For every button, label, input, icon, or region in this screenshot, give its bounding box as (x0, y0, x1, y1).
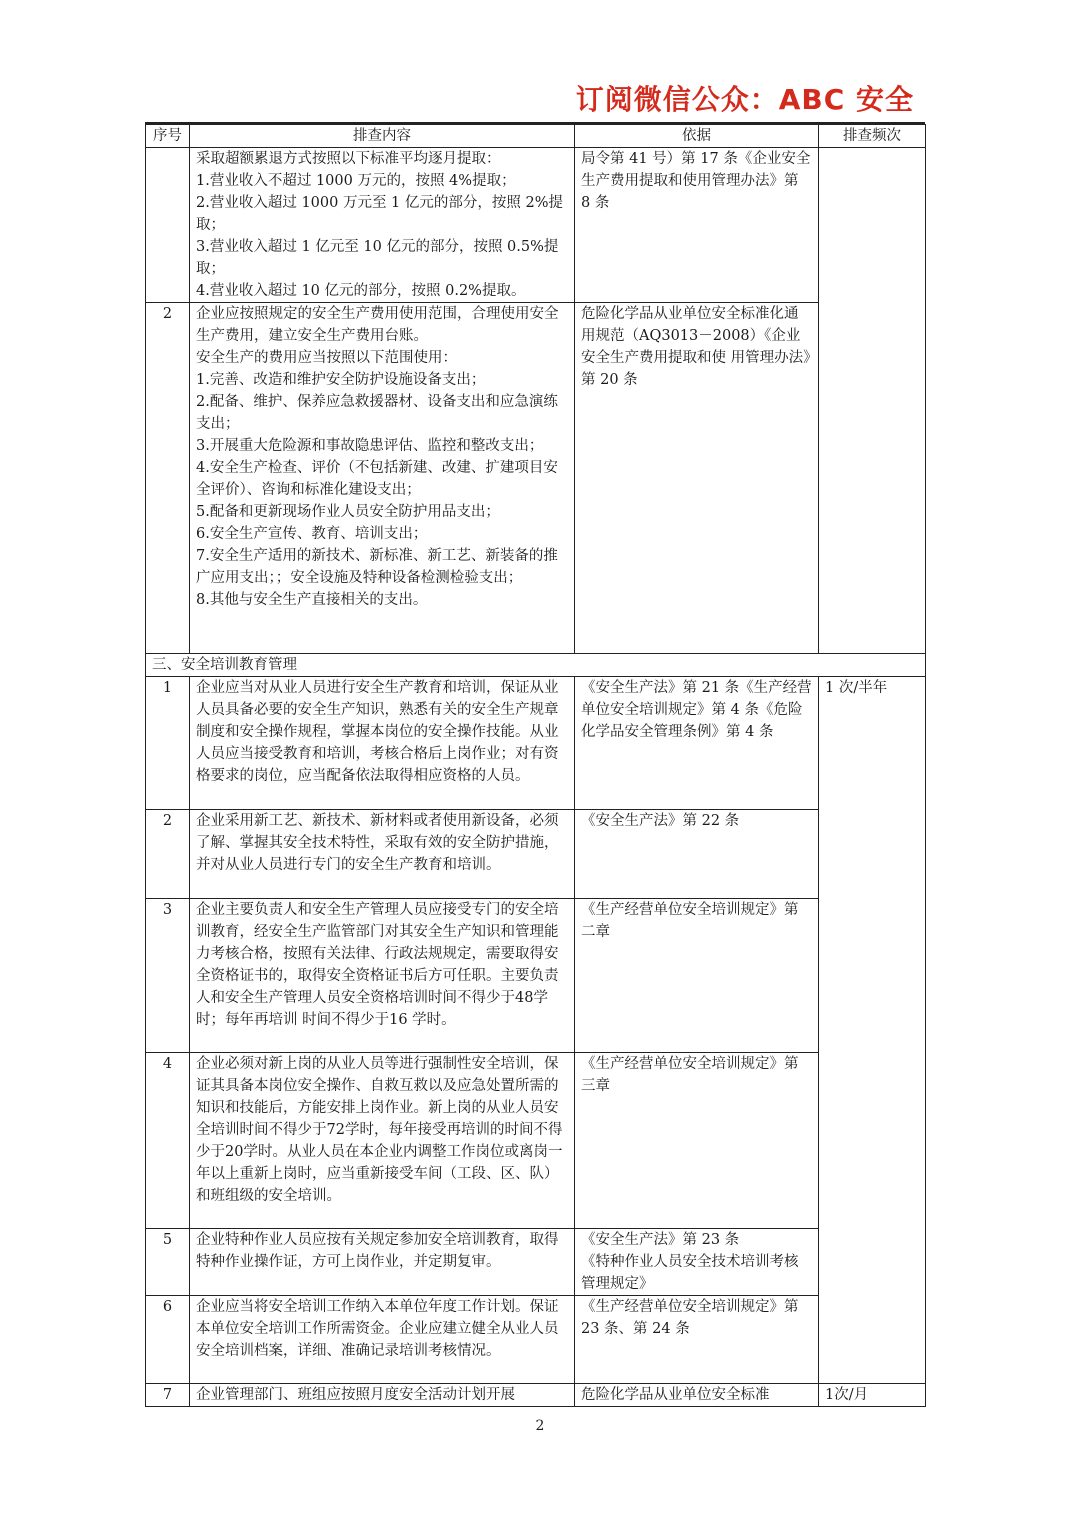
row-content-text: 企业应当对从业人员进行安全生产教育和培训，保证从业人员具备必要的安全生产知识，熟悉有关的安全生产规章制度和安全操作规程，掌握本岗位的安全操作技能。从业人员应当接受教育和培训，考核合格后上岗作业；对有资格要求的岗位，应当配备依法取得相应资格的人员。 (196, 680, 559, 784)
section-row (146, 654, 926, 677)
row-content (190, 1384, 575, 1407)
row-content (190, 677, 575, 810)
row-basis-text: 《生产经营单位安全培训规定》第三章 (581, 1056, 799, 1094)
row-basis (575, 303, 819, 654)
table-row (146, 677, 926, 810)
row-no (146, 148, 190, 303)
row-no: 3 (146, 899, 190, 1053)
page-number: 2 (535, 1418, 545, 1434)
row-content (190, 303, 575, 654)
row-no: 6 (146, 1296, 190, 1384)
table-row (146, 1296, 926, 1384)
row-no: 2 (146, 810, 190, 899)
table-row (146, 1384, 926, 1407)
row-freq: 1次/月 (819, 1384, 926, 1407)
row-content-text: 采取超额累退方式按照以下标准平均逐月提取： 1.营业收入不超过 1000 万元的，按照 4%提取； 2.营业收入超过 1000 万元至 1 亿元的部分，按照 2%提取； 3.营业收入超过 1 亿元至 10 亿元的部分，按照 0.5%提取； 4.营业收入超过 10 亿元的部分，按照 0.2%提取。 (196, 151, 564, 299)
row-basis-text: 局令第 41 号）第 17 条《企业安全生产费用提取和使用管理办法》第 8 条 (581, 151, 811, 211)
table-header-row (146, 125, 926, 148)
row-basis-text: 《生产经营单位安全培训规定》第 23 条、第 24 条 (581, 1299, 804, 1337)
row-basis (575, 810, 819, 899)
table-row (146, 810, 926, 899)
row-basis-text: 危险化学品从业单位安全标准 (581, 1387, 770, 1403)
row-freq (819, 148, 926, 654)
header-banner: 订阅微信公众：ABC 安全 (575, 83, 914, 116)
header-freq: 排查频次 (819, 125, 926, 148)
row-basis-text: 《安全生产法》第 22 条 (581, 813, 740, 829)
row-basis-text: 危险化学品从业单位安全标准化通用规范（AQ3013－2008）《企业安全生产费用提取和使 用管理办法》第 20 条 (581, 306, 811, 388)
header-content: 排查内容 (190, 125, 575, 148)
row-content-text: 企业特种作业人员应按有关规定参加安全培训教育，取得特种作业操作证，方可上岗作业，并定期复审。 (196, 1232, 559, 1270)
row-no: 7 (146, 1384, 190, 1407)
row-basis (575, 1053, 819, 1229)
row-content (190, 1229, 575, 1296)
row-basis (575, 1384, 819, 1407)
row-basis (575, 148, 819, 303)
table-row (146, 899, 926, 1053)
row-content (190, 1296, 575, 1384)
row-content-text: 企业应按照规定的安全生产费用使用范围，合理使用安全生产费用，建立安全生产费用台账。 安全生产的费用应当按照以下范围使用： 1.完善、改造和维护安全防护设施设备支出； 2.配备、维护、保养应急救援器材、设备支出和应急演练支出； 3.开展重大危险源和事故隐患评估、监控和整改支出； 4.安全生产检查、评价（不包括新建、改建、扩建项目安全评价）、咨询和标准化建设支出； 5.配备和更新现场作业人员安全防护用品支出； 6.安全生产宣传、教育、培训支出； 7.安全生产适用的新技术、新标准、新工艺、新装备的推广应用支出；；安全设施及特种设备检测检验支出； 8.其他与安全生产直接相关的支出。 (196, 306, 559, 608)
row-basis-text: 《安全生产法》第 21 条《生产经营单位安全培训规定》第 4 条《危险化学品安全管理条例》第 4 条 (581, 680, 812, 740)
row-basis (575, 899, 819, 1053)
row-content-text: 企业应当将安全培训工作纳入本单位年度工作计划。保证本单位安全培训工作所需资金。企业应建立健全从业人员安全培训档案，详细、准确记录培训考核情况。 (196, 1299, 559, 1359)
row-basis (575, 677, 819, 810)
row-content (190, 899, 575, 1053)
inspection-table (145, 124, 926, 1407)
row-no: 1 (146, 677, 190, 810)
header-no: 序号 (146, 125, 190, 148)
row-no: 4 (146, 1053, 190, 1229)
row-content (190, 1053, 575, 1229)
row-content-text: 企业采用新工艺、新技术、新材料或者使用新设备，必须了解、掌握其安全技术特性，采取有效的安全防护措施，并对从业人员进行专门的安全生产教育和培训。 (196, 813, 559, 873)
row-content (190, 810, 575, 899)
table-row (146, 148, 926, 303)
row-basis-text: 《安全生产法》第 23 条 《特种作业人员安全技术培训考核管理规定》 (581, 1232, 799, 1292)
row-content (190, 148, 575, 303)
header-basis: 依据 (575, 125, 819, 148)
table-row (146, 1229, 926, 1296)
section-title: 三、安全培训教育管理 (146, 654, 926, 677)
row-content-text: 企业必须对新上岗的从业人员等进行强制性安全培训，保证其具备本岗位安全操作、自救互救以及应急处置所需的知识和技能后，方能安排上岗作业。新上岗的从业人员安全培训时间不得少于72学时，每年接受再培训的时间不得少于20学时。从业人员在本企业内调整工作岗位或离岗一年以上重新上岗时，应当重新接受车间（工段、区、队）和班组级的安全培训。 (196, 1056, 563, 1204)
row-basis (575, 1229, 819, 1296)
row-content-text: 企业管理部门、班组应按照月度安全活动计划开展 (196, 1387, 515, 1403)
table-row (146, 303, 926, 654)
row-freq: 1 次/半年 (819, 677, 926, 1384)
table-row (146, 1053, 926, 1229)
row-basis-text: 《生产经营单位安全培训规定》第二章 (581, 902, 799, 940)
row-no: 2 (146, 303, 190, 654)
row-content-text: 企业主要负责人和安全生产管理人员应接受专门的安全培训教育，经安全生产监管部门对其安全生产知识和管理能力考核合格，按照有关法律、行政法规规定，需要取得安全资格证书的，取得安全资格证书后方可任职。主要负责人和安全生产管理人员安全资格培训时间不得少于48学时；每年再培训 时间不得少于16 学时。 (196, 902, 559, 1028)
row-basis (575, 1296, 819, 1384)
row-no: 5 (146, 1229, 190, 1296)
